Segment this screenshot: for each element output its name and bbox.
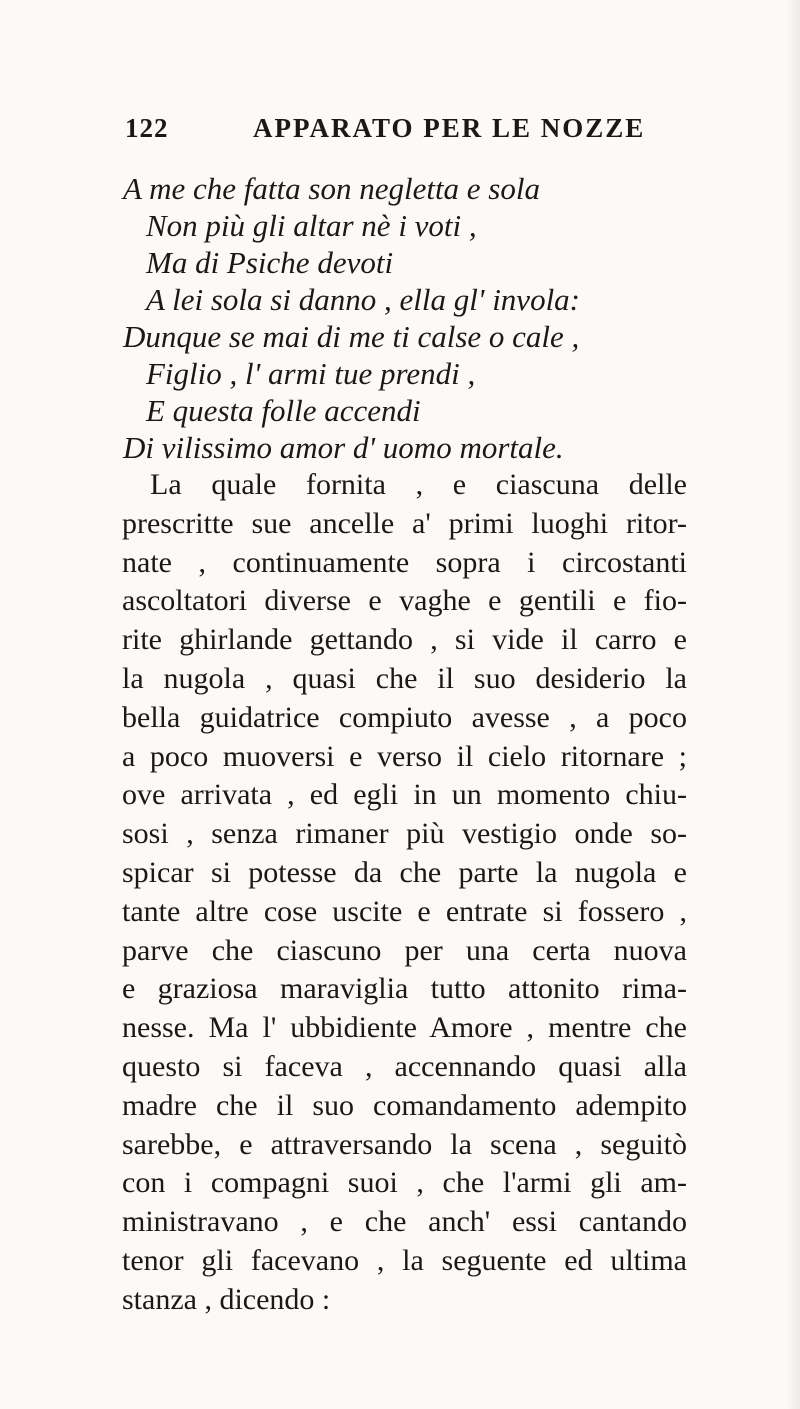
verse-line: Di vilissimo amor d' uomo mortale. [123,430,564,465]
prose-line: bella guidatrice compiuto avesse , a poco [122,700,687,734]
prose-line: rite ghirlande gettando , si vide il carro e [122,623,687,657]
prose-line: spicar si potesse da che parte la nugola e [122,855,687,889]
prose-line: ascoltatori diverse e vaghe e gentili e fio- [122,584,687,618]
prose-line: madre che il suo comandamento adempito [122,1088,687,1122]
prose-paragraph [122,466,687,1320]
prose-line: nesse. Ma l' ubbidiente Amore , mentre che [122,1011,687,1045]
prose-line: La quale fornita , e ciascuna delle [150,468,687,501]
verse-line: Ma di Psiche devoti [146,245,394,280]
prose-line: ministravano , e che anch' essi cantando [122,1205,687,1239]
prose-line: tante altre cose uscite e entrate si fossero , [122,894,687,928]
prose-line: prescritte sue ancelle a' primi luoghi ritor- [122,506,687,540]
verse-line: Dunque se mai di me ti calse o cale , [123,319,580,354]
prose-line: e graziosa maraviglia tutto attonito rima- [122,972,687,1006]
verse-line: Non più gli altar nè i voti , [146,208,477,243]
prose-line: sarebbe, e attraversando la scena , seguitò [122,1127,687,1161]
prose-line: a poco muoversi e verso il cielo ritornare ; [122,739,687,773]
prose-line: stanza , dicendo : [122,1282,331,1316]
prose-line: sosi , senza rimaner più vestigio onde so- [122,817,687,851]
page-header [125,113,685,153]
prose-line: ove arrivata , ed egli in un momento chiu- [122,778,687,812]
prose-line: questo si faceva , accennando quasi alla [122,1049,687,1083]
verse-line: A lei sola si danno , ella gl' invola: [146,282,580,317]
running-title: APPARATO PER LE NOZZE [253,113,646,143]
prose-line: la nugola , quasi che il suo desiderio la [122,661,687,695]
prose-line: parve che ciascuno per una certa nuova [122,933,687,967]
prose-line: nate , continuamente sopra i circostanti [122,545,687,579]
verse-line: A me che fatta son negletta e sola [123,171,540,206]
prose-line: tenor gli facevano , la seguente ed ultima [122,1243,687,1277]
page-edge-shadow [786,0,800,1409]
verse-line: E questa folle accendi [146,393,421,428]
verse-line: Figlio , l' armi tue prendi , [146,356,476,391]
page-number: 122 [125,113,169,143]
prose-line: con i compagni suoi , che l'armi gli am- [122,1166,687,1200]
